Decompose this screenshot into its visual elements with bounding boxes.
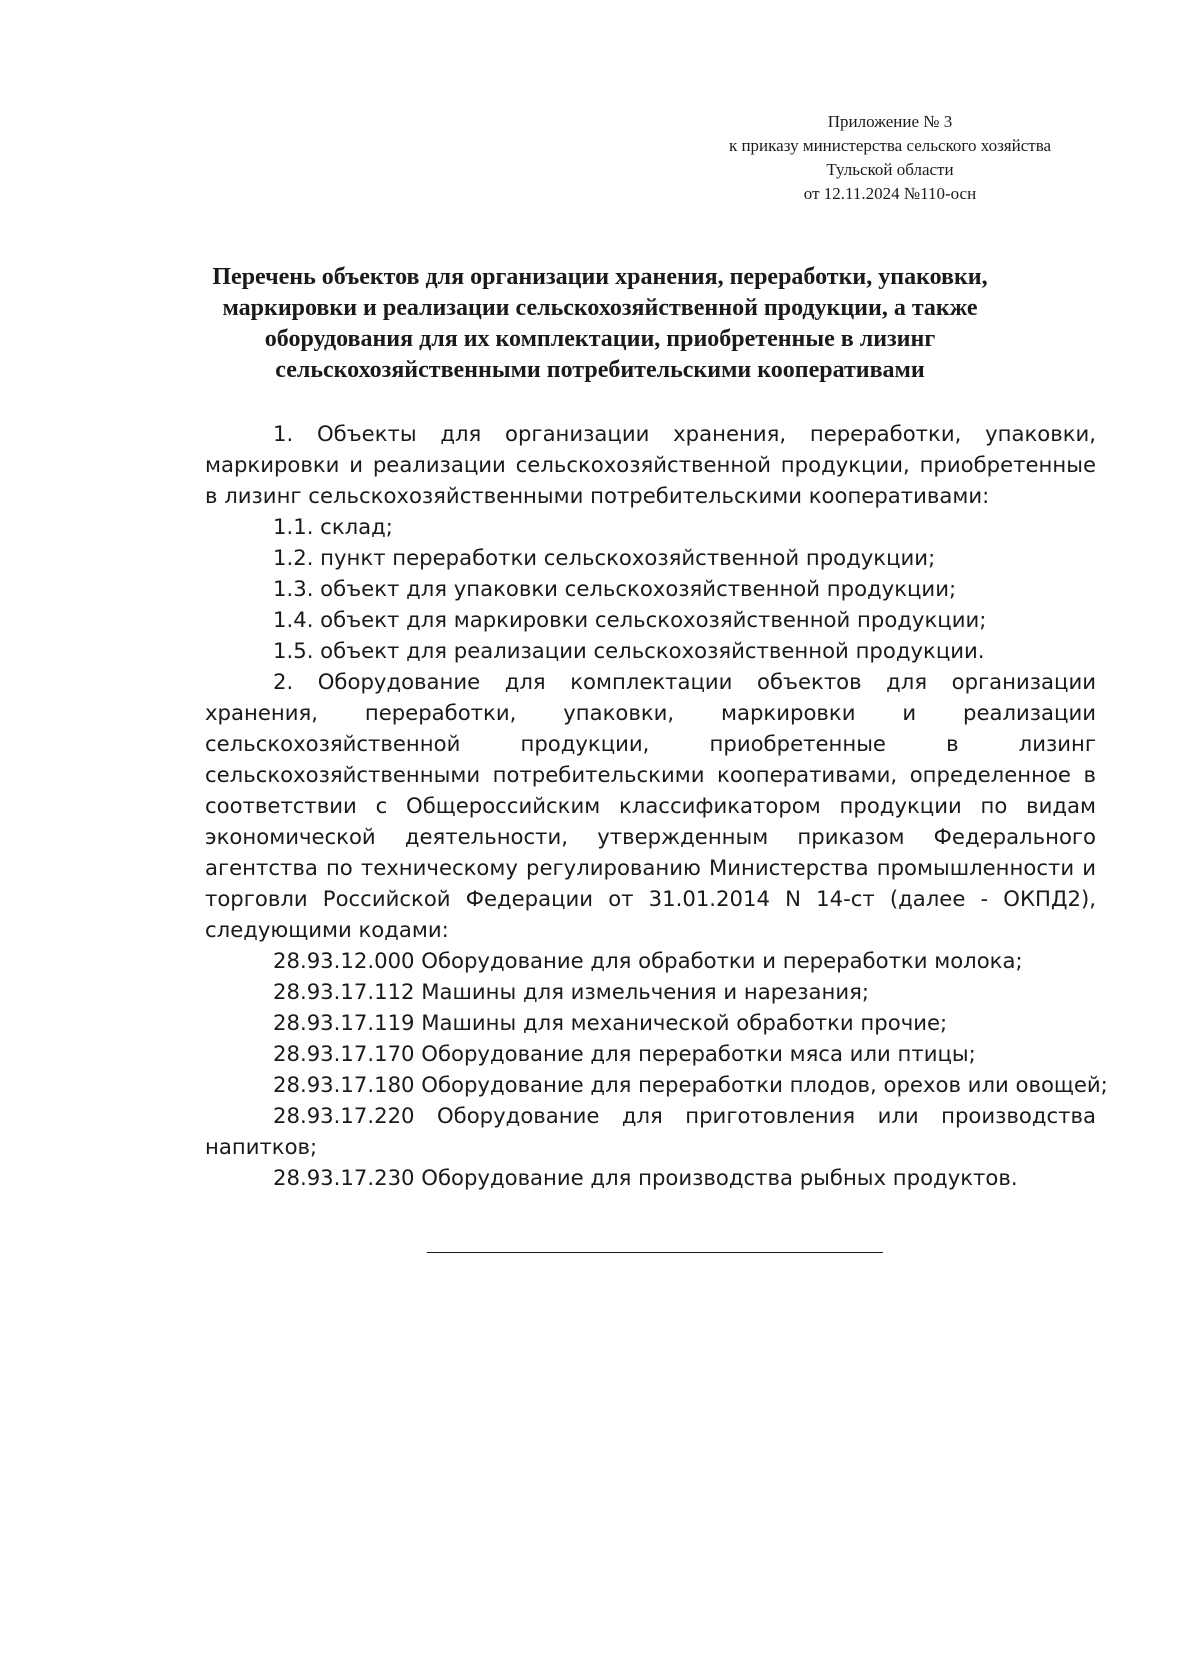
end-divider [427, 1252, 883, 1253]
title-line: сельскохозяйственными потребительскими кооперативами [275, 357, 925, 383]
section-1-intro: 1. Объекты для организации хранения, переработки, упаковки, маркировки и реализации сельскохозяйственной продукции, приобретенные в лизинг сельскохозяйственными потребительскими кооперативами: [205, 421, 1096, 508]
list-item: 1.4. объект для маркировки сельскохозяйственной продукции; [273, 607, 987, 632]
annex-number: Приложение № 3 [827, 112, 953, 131]
section-2-intro: 2. Оборудование для комплектации объектов для организации хранения, переработки, упаковки, маркировки и реализации сельскохозяйственной продукции, приобретенные в лизинг сельскохозяйственными потребительскими кооперативами, определенное в соответствии с Общероссийским классификатором продукции по видам экономической деятельности, утвержденным приказом Федерального агентства по техническому регулированию Министерства промышленности и торговли Российской Федерации от 31.01.2014 N 14-ст (далее - ОКПД2), следующими кодами: [205, 669, 1096, 942]
okpd2-code-item: 28.93.17.119 Машины для механической обработки прочие; [273, 1010, 948, 1035]
list-item: 1.5. объект для реализации сельскохозяйственной продукции. [273, 638, 985, 663]
annex-order-ref: к приказу министерства сельского хозяйства [728, 136, 1052, 155]
title-line: Перечень объектов для организации хранения, переработки, упаковки, [212, 264, 988, 290]
list-item: 1.1. склад; [273, 514, 393, 539]
annex-order-date: от 12.11.2024 №110-осн [803, 184, 977, 203]
okpd2-code-item: 28.93.17.230 Оборудование для производства рыбных продуктов. [273, 1165, 1018, 1190]
list-item: 1.3. объект для упаковки сельскохозяйственной продукции; [273, 576, 957, 601]
title-line: оборудования для их комплектации, приобретенные в лизинг [264, 326, 936, 352]
okpd2-code-item: 28.93.17.180 Оборудование для переработки плодов, орехов или овощей; [273, 1072, 1108, 1097]
okpd2-code-item: 28.93.17.220 Оборудование для приготовления или производства напитков; [205, 1103, 1096, 1159]
okpd2-code-item: 28.93.17.112 Машины для измельчения и нарезания; [273, 979, 869, 1004]
document-title [150, 262, 1050, 386]
annex-header [690, 110, 1090, 206]
document-body [205, 418, 1108, 1193]
okpd2-code-item: 28.93.17.170 Оборудование для переработки мяса или птицы; [273, 1041, 976, 1066]
annex-region: Тульской области [826, 160, 954, 179]
title-line: маркировки и реализации сельскохозяйственной продукции, а также [222, 295, 978, 321]
list-item: 1.2. пункт переработки сельскохозяйственной продукции; [273, 545, 936, 570]
okpd2-code-item: 28.93.12.000 Оборудование для обработки и переработки молока; [273, 948, 1023, 973]
